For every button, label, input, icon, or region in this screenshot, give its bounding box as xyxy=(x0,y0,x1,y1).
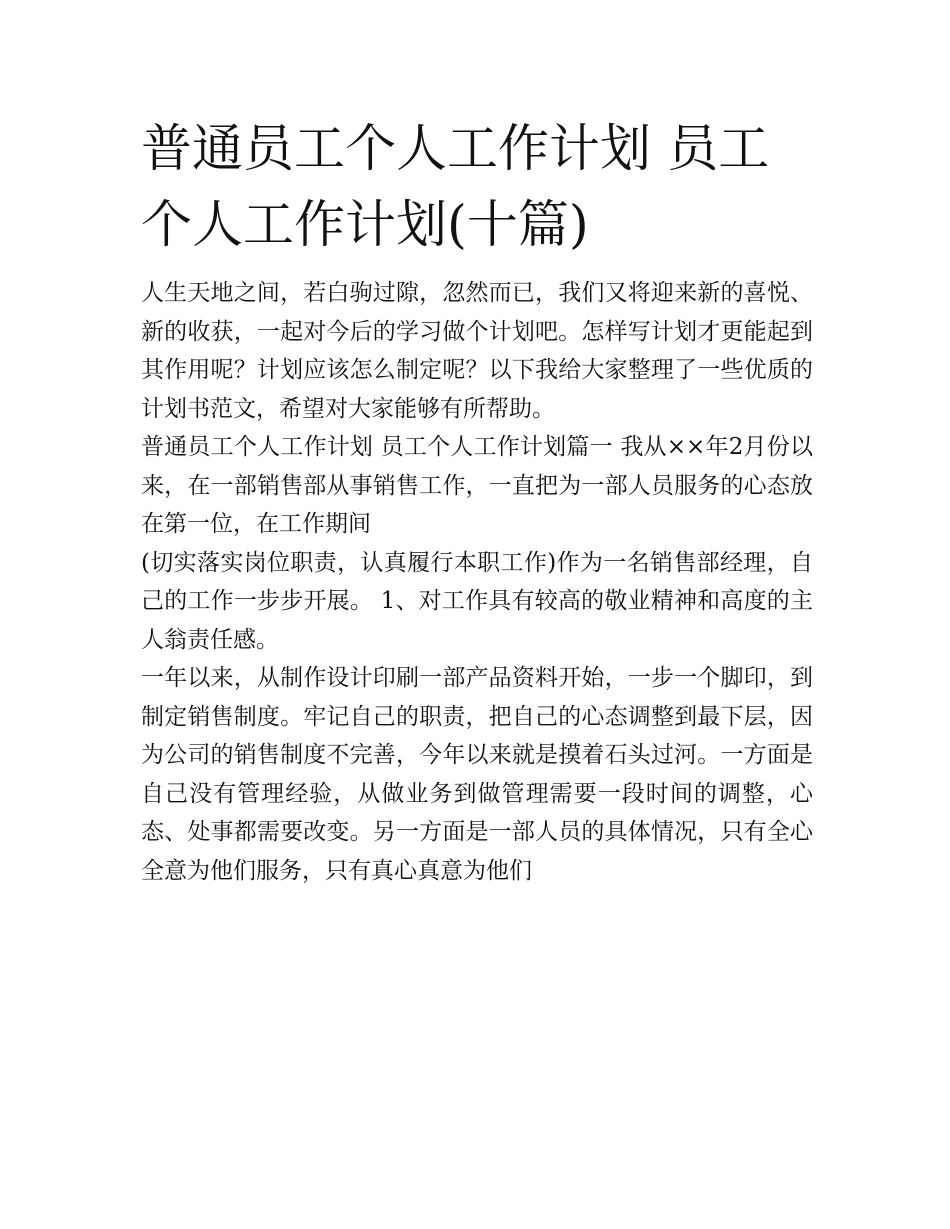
document-body xyxy=(141,112,813,890)
document-title: 普通员工个人工作计划 员工个人工作计划(十篇) xyxy=(141,120,770,255)
paragraph-year-review: 一年以来，从制作设计印刷一部产品资料开始，一步一个脚印，到制定销售制度。牢记自己的职责，把自己的心态调整到最下层，因为公司的销售制度不完善，今年以来就是摸着石头过河。一方面是自己没有管理经验，从做业务到做管理需要一段时间的调整，心态、处事都需要改变。另一方面是一部人员的具体情况，只有全心全意为他们服务，只有真心真意为他们 xyxy=(141,665,813,884)
paragraph-article-one-opening: 普通员工个人工作计划 员工个人工作计划篇一 我从××年2月份以来，在一部销售部从事销售工作，一直把为一部人员服务的心态放在第一位，在工作期间 xyxy=(141,434,813,537)
paragraph-intro: 人生天地之间，若白驹过隙，忽然而已，我们又将迎来新的喜悦、新的收获，一起对今后的学习做个计划吧。怎样写计划才更能起到其作用呢？计划应该怎么制定呢？以下我给大家整理了一些优质的计划书范文，希望对大家能够有所帮助。 xyxy=(141,280,813,422)
paragraph-job-duties: (切实落实岗位职责，认真履行本职工作)作为一名销售部经理，自己的工作一步步开展。 1、对工作具有较高的敬业精神和高度的主人翁责任感。 xyxy=(141,549,813,653)
